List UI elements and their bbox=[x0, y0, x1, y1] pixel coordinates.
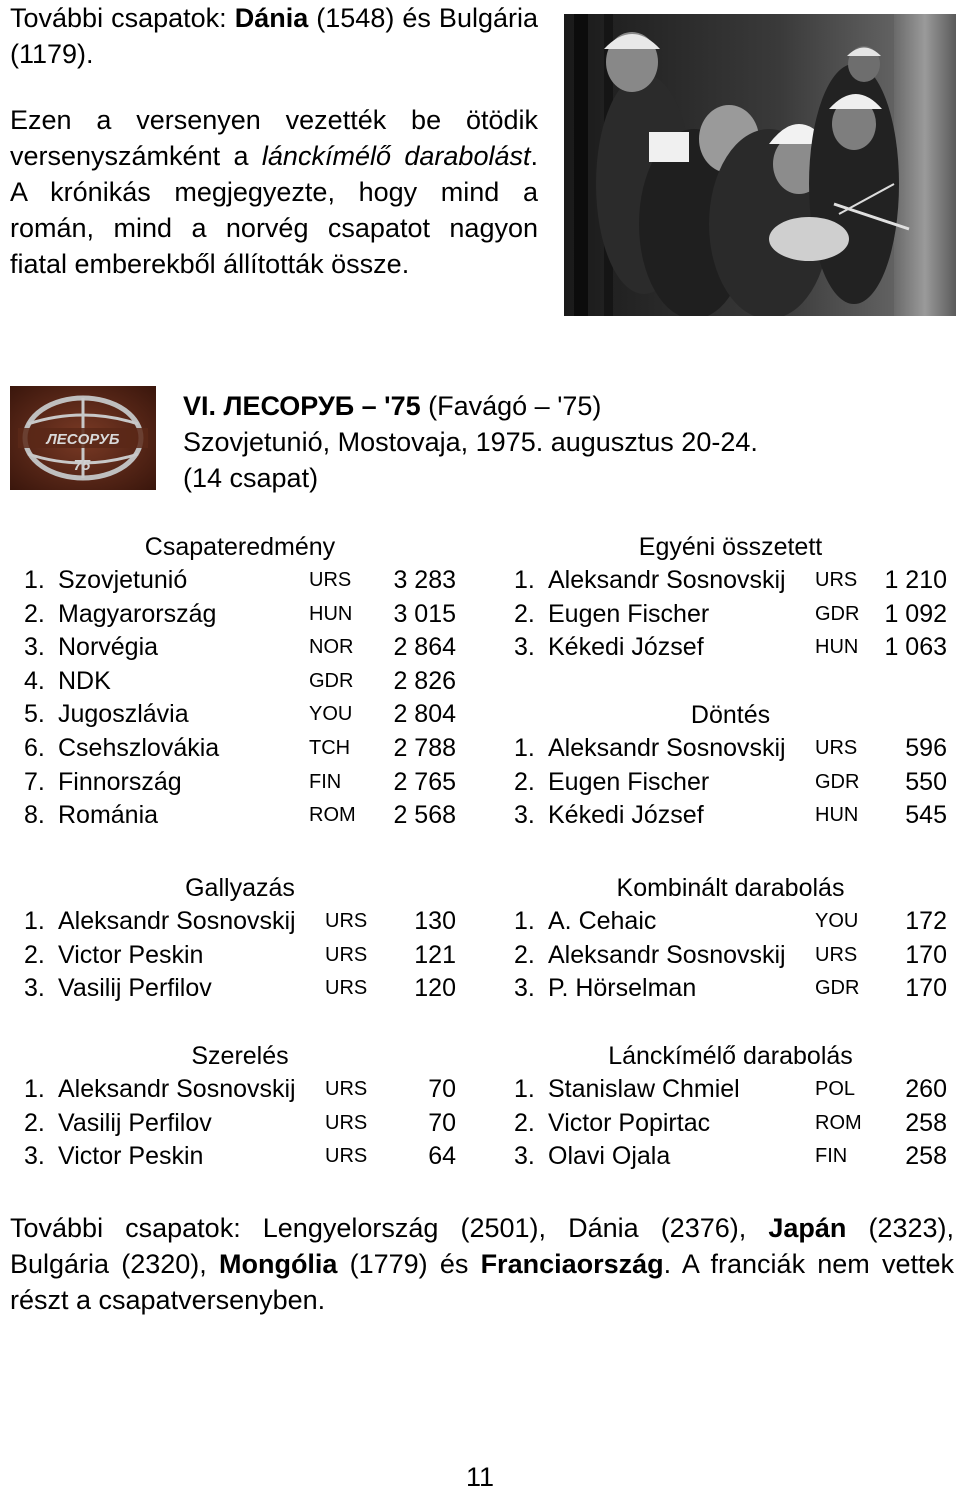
table-title: Lánckímélő darabolás bbox=[608, 1042, 853, 1070]
competitor-name: Szovjetunió bbox=[58, 566, 188, 594]
precision-bucking-table bbox=[514, 1039, 947, 1174]
country-code: GDR bbox=[815, 977, 860, 1000]
page-number: 11 bbox=[465, 1462, 495, 1492]
score-value: 2 864 bbox=[393, 633, 456, 662]
country-code: URS bbox=[325, 1078, 368, 1100]
competitor-name: Aleksandr Sosnovskij bbox=[548, 940, 786, 969]
rank-label: 3. bbox=[24, 633, 45, 662]
score-value: 260 bbox=[905, 1075, 947, 1103]
competitor-name: Vasilij Perfilov bbox=[58, 974, 212, 1003]
footer-text-1: További csapatok: Lengyelország (2501), Dánia (2376), bbox=[10, 1213, 769, 1243]
footer-text-2: (2323), Bulgária (2320), bbox=[10, 1213, 954, 1279]
score-value: 70 bbox=[428, 1075, 456, 1103]
limbing-results-table bbox=[24, 871, 456, 1006]
table-row bbox=[24, 598, 456, 632]
table-title: Csapateredmény bbox=[144, 533, 336, 561]
country-code: URS bbox=[325, 943, 368, 966]
competitor-name: Csehszlovákia bbox=[58, 733, 220, 762]
score-value: 545 bbox=[905, 801, 947, 830]
country-code: FIN bbox=[815, 1145, 848, 1168]
rank-label: 3. bbox=[24, 1142, 45, 1171]
table-row bbox=[24, 939, 456, 973]
score-value: 2 568 bbox=[393, 801, 456, 830]
competitor-name: Norvégia bbox=[58, 633, 159, 662]
score-value: 550 bbox=[905, 767, 947, 796]
country-code: URS bbox=[309, 569, 352, 591]
country-code: HUN bbox=[309, 602, 353, 625]
intro-text bbox=[10, 0, 538, 296]
table-row bbox=[24, 799, 456, 833]
table-row bbox=[514, 1140, 947, 1174]
rank-label: 5. bbox=[24, 700, 45, 729]
score-value: 121 bbox=[414, 940, 456, 969]
score-value: 3 283 bbox=[393, 566, 456, 594]
score-value: 1 063 bbox=[884, 633, 947, 662]
country-code: NOR bbox=[309, 636, 354, 659]
score-value: 596 bbox=[905, 734, 947, 762]
country-code: GDR bbox=[815, 602, 860, 625]
table-row bbox=[514, 598, 947, 632]
intro-paragraph-1 bbox=[10, 0, 538, 72]
table-row bbox=[514, 905, 947, 939]
intro-p2-text: Ezen a versenyen vezették be ötödik versenyszámként a bbox=[10, 105, 538, 171]
country-code: GDR bbox=[309, 669, 354, 692]
emblem-year: 75 bbox=[73, 457, 91, 474]
intro-p1-bold: Dánia bbox=[234, 3, 309, 33]
score-value: 172 bbox=[905, 907, 947, 935]
score-value: 120 bbox=[414, 974, 456, 1003]
table-row bbox=[514, 939, 947, 973]
footer-bold-1: Japán bbox=[768, 1213, 847, 1243]
assembly-results-table bbox=[24, 1039, 456, 1174]
table-title: Kombinált darabolás bbox=[616, 874, 845, 902]
competitor-name: Stanislaw Chmiel bbox=[548, 1075, 740, 1103]
event-location-date: Szovjetunió, Mostovaja, 1975. augusztus 20-24. bbox=[183, 427, 758, 457]
rank-label: 1. bbox=[514, 734, 535, 762]
country-code: HUN bbox=[815, 636, 859, 659]
table-row bbox=[514, 1073, 947, 1107]
table-row bbox=[24, 1140, 456, 1174]
intro-paragraph-2 bbox=[10, 102, 538, 282]
competitor-name: Vasilij Perfilov bbox=[58, 1108, 212, 1137]
country-code: ROM bbox=[309, 804, 356, 827]
event-title-rest: (Favágó – '75) bbox=[420, 391, 602, 421]
competitor-name: NDK bbox=[58, 666, 111, 695]
footer-bold-3: Franciaország bbox=[480, 1249, 664, 1279]
country-code: FIN bbox=[309, 770, 342, 793]
table-row bbox=[514, 631, 947, 665]
score-value: 170 bbox=[905, 940, 947, 969]
footer-text-3: (1779) és bbox=[337, 1249, 481, 1279]
felling-results-table bbox=[514, 698, 947, 833]
country-code: YOU bbox=[815, 910, 859, 932]
competitor-name: Aleksandr Sosnovskij bbox=[548, 566, 786, 594]
score-value: 130 bbox=[414, 907, 456, 935]
rank-label: 1. bbox=[514, 907, 535, 935]
table-row bbox=[24, 1107, 456, 1141]
competitor-name: Aleksandr Sosnovskij bbox=[548, 734, 786, 762]
competitor-name: Finnország bbox=[58, 767, 182, 796]
rank-label: 2. bbox=[514, 940, 535, 969]
table-title: Döntés bbox=[690, 701, 771, 729]
intro-p2-italic: lánckímélő darabolást bbox=[261, 141, 531, 171]
event-title bbox=[183, 388, 758, 424]
table-row bbox=[24, 631, 456, 665]
rank-label: 8. bbox=[24, 801, 45, 830]
rank-label: 2. bbox=[24, 940, 45, 969]
table-row bbox=[514, 1107, 947, 1141]
competitor-name: Kékedi József bbox=[548, 801, 704, 830]
table-row bbox=[24, 972, 456, 1006]
lumberjack-photo bbox=[564, 14, 956, 316]
score-value: 2 788 bbox=[393, 733, 456, 762]
rank-label: 2. bbox=[24, 599, 45, 628]
individual-combined-table bbox=[514, 530, 947, 665]
competitor-name: Aleksandr Sosnovskij bbox=[58, 907, 296, 935]
competitor-name: Olavi Ojala bbox=[548, 1142, 671, 1171]
competitor-name: A. Cehaic bbox=[548, 907, 657, 935]
rank-label: 3. bbox=[514, 1142, 535, 1171]
rank-label: 1. bbox=[24, 566, 45, 594]
table-row bbox=[24, 665, 456, 699]
table-row bbox=[24, 1073, 456, 1107]
rank-label: 1. bbox=[514, 1075, 535, 1103]
country-code: ROM bbox=[815, 1111, 862, 1134]
table-row bbox=[514, 732, 947, 766]
competitor-name: Aleksandr Sosnovskij bbox=[58, 1075, 296, 1103]
country-code: URS bbox=[815, 737, 858, 759]
lesorub-75-emblem bbox=[10, 386, 156, 490]
competitor-name: Victor Peskin bbox=[58, 940, 204, 969]
competitor-name: Victor Popirtac bbox=[548, 1108, 711, 1137]
score-value: 2 765 bbox=[393, 767, 456, 796]
rank-label: 3. bbox=[514, 633, 535, 662]
table-row bbox=[24, 732, 456, 766]
table-title: Szerelés bbox=[191, 1042, 289, 1070]
rank-label: 2. bbox=[24, 1108, 45, 1137]
score-value: 1 092 bbox=[884, 599, 947, 628]
country-code: URS bbox=[325, 910, 368, 932]
country-code: URS bbox=[325, 1145, 368, 1168]
score-value: 2 804 bbox=[393, 700, 456, 729]
event-title-bold: VI. ЛЕСОРУБ – '75 bbox=[183, 391, 421, 421]
rank-label: 3. bbox=[514, 974, 535, 1003]
country-code: URS bbox=[325, 1111, 368, 1134]
score-value: 1 210 bbox=[884, 566, 947, 594]
rank-label: 2. bbox=[514, 767, 535, 796]
country-code: YOU bbox=[309, 703, 353, 726]
intro-p2-rest: . A krónikás megjegyezte, hogy mind a román, mind a norvég csapatot nagyon fiatal emberekből állították össze. bbox=[10, 141, 538, 279]
rank-label: 1. bbox=[514, 566, 535, 594]
score-value: 64 bbox=[428, 1142, 456, 1171]
team-results-table bbox=[24, 530, 456, 833]
table-row bbox=[514, 972, 947, 1006]
rank-label: 4. bbox=[24, 666, 45, 695]
country-code: POL bbox=[815, 1078, 856, 1100]
table-row bbox=[24, 766, 456, 800]
competitor-name: Jugoszlávia bbox=[58, 700, 189, 729]
footer-text bbox=[10, 1210, 954, 1318]
score-value: 3 015 bbox=[393, 599, 456, 628]
country-code: URS bbox=[325, 977, 368, 1000]
table-row bbox=[24, 564, 456, 598]
event-heading bbox=[183, 388, 758, 496]
rank-label: 3. bbox=[24, 974, 45, 1003]
competitor-name: Románia bbox=[58, 801, 159, 830]
intro-p1-rest: (1548) és Bulgária (1179). bbox=[10, 3, 538, 69]
rank-label: 1. bbox=[24, 1075, 45, 1103]
competitor-name: Kékedi József bbox=[548, 633, 704, 662]
table-title: Gallyazás bbox=[185, 874, 295, 902]
competitor-name: Magyarország bbox=[58, 599, 217, 628]
competitor-name: Eugen Fischer bbox=[548, 599, 710, 628]
rank-label: 3. bbox=[514, 801, 535, 830]
table-row bbox=[514, 766, 947, 800]
competitor-name: P. Hörselman bbox=[548, 974, 697, 1003]
competitor-name: Victor Peskin bbox=[58, 1142, 204, 1171]
rank-label: 2. bbox=[514, 599, 535, 628]
combined-bucking-table bbox=[514, 871, 947, 1006]
country-code: URS bbox=[815, 943, 858, 966]
emblem-label: ЛЕСОРУБ bbox=[46, 431, 120, 448]
country-code: HUN bbox=[815, 804, 859, 827]
score-value: 170 bbox=[905, 974, 947, 1003]
score-value: 2 826 bbox=[393, 666, 456, 695]
country-code: TCH bbox=[309, 736, 351, 759]
table-row bbox=[514, 564, 947, 598]
table-row bbox=[514, 799, 947, 833]
rank-label: 1. bbox=[24, 907, 45, 935]
table-row bbox=[24, 905, 456, 939]
score-value: 258 bbox=[905, 1142, 947, 1171]
rank-label: 7. bbox=[24, 767, 45, 796]
footer-text-4: . A franciák nem vettek részt a csapatversenyben. bbox=[10, 1249, 954, 1315]
table-title: Egyéni összetett bbox=[638, 533, 823, 561]
score-value: 70 bbox=[428, 1108, 456, 1137]
rank-label: 6. bbox=[24, 733, 45, 762]
country-code: GDR bbox=[815, 770, 860, 793]
intro-p1-text: További csapatok: bbox=[10, 3, 235, 33]
table-row bbox=[24, 698, 456, 732]
score-value: 258 bbox=[905, 1108, 947, 1137]
footer-bold-2: Mongólia bbox=[218, 1249, 338, 1279]
country-code: URS bbox=[815, 569, 858, 591]
event-team-count: (14 csapat) bbox=[183, 463, 319, 493]
competitor-name: Eugen Fischer bbox=[548, 767, 710, 796]
rank-label: 2. bbox=[514, 1108, 535, 1137]
